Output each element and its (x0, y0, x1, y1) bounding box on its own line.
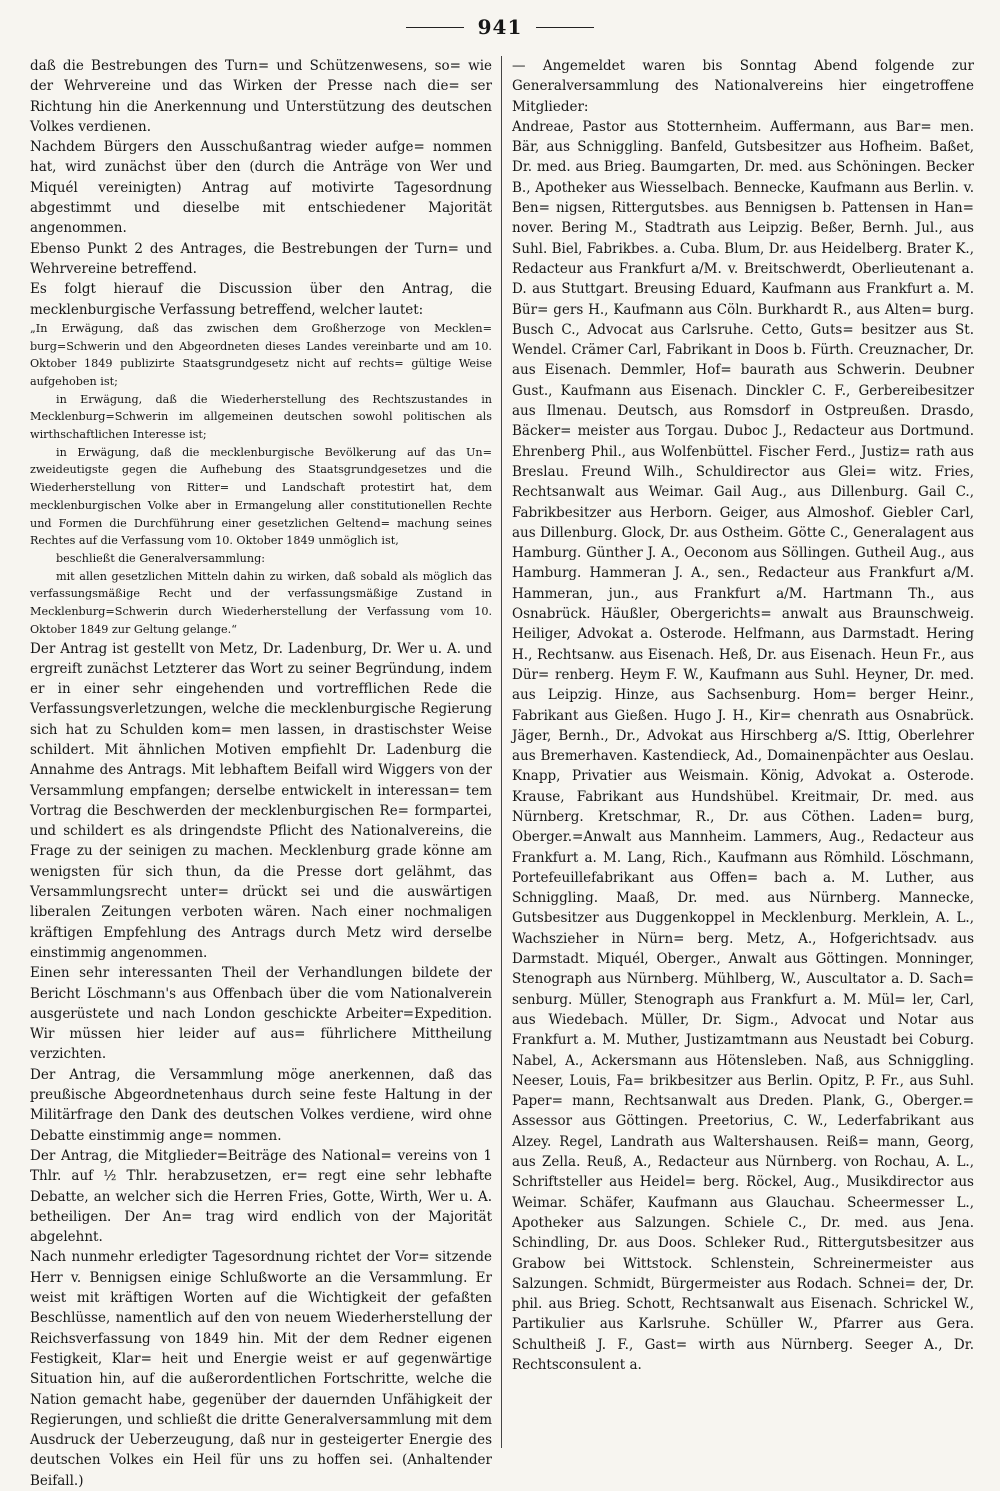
paragraph: Der Antrag, die Mitglieder=Beiträge des National= vereins von 1 Thlr. auf ½ Thlr. herabzusetzen, er= regt eine sehr lebhafte Debatte, an welcher sich die Herren Fries, Gotte, Wirth, Wer u. A. betheiligen. Der An= trag wird endlich von der Majorität abgelehnt. (30, 1147, 492, 1246)
paragraph: Nachdem Bürgers den Ausschußantrag wieder aufge= nommen hat, wird zunächst über den (durch die Anträge von Wer und Miquél vereinigten) Antrag auf motivirte Tagesordnung abgestimmt und dieselbe mit entschiedener Majorität angenommen. (30, 139, 492, 237)
column-divider (501, 56, 502, 1448)
quote-paragraph: „In Erwägung, daß das zwischen dem Großherzoge von Mecklen= burg=Schwerin und den Abgeordneten dieses Landes vereinbarte und am 10. Oktober 1849 publizirte Staatsgrundgesetz nicht auf rechts= gültige Weise aufgehoben ist; (30, 321, 492, 388)
header-rule-left (406, 27, 464, 28)
paragraph: Einen sehr interessanten Theil der Verhandlungen bildete der Bericht Löschmann's aus Offenbach über die vom Nationalverein ausgerüstete und nach London geschickte Arbeiter=Expedition. Wir müssen hier leider auf aus= führlichere Mittheilung verzichten. (30, 965, 492, 1063)
member-list: Andreae, Pastor aus Stotternheim. Auffermann, aus Bar= men. Bär, aus Schniggling. Banfeld, Gutsbesitzer aus Hofheim. Baßet, Dr. med. aus Brieg. Baumgarten, Dr. med. aus Schöningen. Becker B., Apotheker aus Wiesselbach. Bennecke, Kaufmann aus Berlin. v. Ben= nigsen, Rittergutsbes. aus Bennigsen b. Pattensen in Han= nover. Bering M., Stadtrath aus Leipzig. Beßer, Bernh. Jul., aus Suhl. Biel, Fabrikbes. a. Cuba. Blum, Dr. aus Heidelberg. Brater K., Redacteur aus Frankfurt a/M. v. Breitschwerdt, Oberlieutenant a. D. aus Stuttgart. Breusing Eduard, Kaufmann aus Frankfurt a. M. Bür= gers H., Kaufmann aus Cöln. Burkhardt R., aus Alten= burg. Busch C., Advocat aus Carlsruhe. Cetto, Guts= besitzer aus St. Wendel. Crämer Carl, Fabrikant in Doos b. Fürth. Creuznacher, Dr. aus Eisenach. Demmler, Hof= baurath aus Schwerin. Deubner Gust., Kaufmann aus Eisenach. Dinckler C. F., Gerbereibesitzer aus Ilmenau. Deutsch, aus Romsdorf in Ostpreußen. Drasdo, Bäcker= meister aus Torgau. Duboc J., Redacteur aus Dortmund. Ehrenberg Phil., aus Wolfenbüttel. Fischer Ferd., Justiz= rath aus Breslau. Freund Wilh., Schuldirector aus Glei= witz. Fries, Rechtsanwalt aus Weimar. Gail Aug., aus Dillenburg. Gail C., Fabrikbesitzer aus Herborn. Geiger, aus Almoshof. Giebler Carl, aus Dillenburg. Glock, Dr. aus Ostheim. Götte C., Generalagent aus Hamburg. Günther J. A., Oeconom aus Söllingen. Gutheil Aug., aus Hamburg. Hammeran J. A., sen., Redacteur aus Frankfurt a/M. Hammeran, jun., aus Frankfurt a/M. Hartmann Th., aus Osnabrück. Häußler, Obergerichts= anwalt aus Braunschweig. Heiliger, Advokat a. Osterode. Helfmann, aus Darmstadt. Hering H., Rechtsanw. aus Eisenach. Heß, Dr. aus Eisenach. Heun Fr., aus Dür= renberg. Heym F. W., Kaufmann aus Suhl. Heyner, Dr. med. aus Leipzig. Hinze, aus Sachsenburg. Hom= berger Heinr., Fabrikant aus Gießen. Hugo J. H., Kir= chenrath aus Osnabrück. Jäger, Bernh., Dr., Advokat aus Hirschberg a/S. Ittig, Oberlehrer aus Bremerhaven. Kastendieck, Ad., Domainenpächter aus Oeslau. Knapp, Privatier aus Weismain. König, Advokat a. Osterode. Krause, Fabrikant aus Hundshübel. Kreitmair, Dr. med. aus Nürnberg. Kretschmar, R., Dr. aus Cöthen. Laden= burg, Oberger.=Anwalt aus Mannheim. Lammers, Aug., Redacteur aus Frankfurt a. M. Lang, Rich., Kaufmann aus Römhild. Löschmann, Portefeuillefabrikant aus Offen= bach a. M. Luther, aus Schniggling. Maaß, Dr. med. aus Nürnberg. Mannecke, Gutsbesitzer aus Duggenkoppel in Mecklenburg. Merklein, A. L., Wachszieher in Nürn= berg. Metz, A., Hofgerichtsadv. aus Darmstadt. Miquél, Oberger., Anwalt aus Göttingen. Monninger, Stenograph aus Nürnberg. Mühlberg, W., Auscultator a. D. Sach= senburg. Müller, Stenograph aus Frankfurt a. M. Mül= ler, Carl, aus Wiedebach. Müller, Dr. Sigm., Advocat und Notar aus Frankfurt a. M. Muther, Justizamtmann aus Neustadt bei Coburg. Nabel, A., Ackersmann aus Hötensleben. Naß, aus Schniggling. Neeser, Louis, Fa= brikbesitzer aus Berlin. Opitz, P. Fr., aus Suhl. Paper= mann, Rechtsanwalt aus Dreden. Plank, G., Oberger.= Assessor aus Göttingen. Preetorius, C. W., Lederfabrikant aus Alzey. Regel, Landrath aus Waltershausen. Reiß= mann, Georg, aus Zella. Reuß, A., Redacteur aus Nürnberg. von Rochau, A. L., Schriftsteller aus Heidel= berg. Röckel, Aug., Musikdirector aus Weimar. Schäfer, Kaufmann aus Glauchau. Scheermesser L., Apotheker aus Salzungen. Schiele C., Dr. med. aus Jena. Schindling, Dr. aus Doos. Schleker Rud., Rittergutsbesitzer aus Grabow bei Wittstock. Schlenstein, Schreinermeister aus Salzungen. Schmidt, Bürgermeister aus Rodach. Schnei= der, Dr. phil. aus Brieg. Schott, Rechtsanwalt aus Eisenach. Schrickel W., Partikulier aus Karlsruhe. Schüller W., Pfarrer aus Gera. Schultheiß J. F., Gast= wirth aus Nürnberg. Seeger A., Dr. Rechtsconsulent a. (512, 118, 974, 1373)
quote-paragraph: beschließt die Generalversammlung: (56, 552, 266, 565)
paragraph: Der Antrag ist gestellt von Metz, Dr. Ladenburg, Dr. Wer u. A. und ergreift zunächst Letzterer das Wort zu seiner Begründung, indem er in einer sehr eingehenden und vortrefflichen Rede die Verfassungsverletzungen, welche die mecklenburgische Regierung sich hat zu Schulden kom= men lassen, in drastischster Weise schildert. Mit ähnlichen Motiven empfiehlt Dr. Ladenburg die Annahme des Antrags. Mit lebhaftem Beifall wird Wiggers von der Versammlung empfangen; derselbe entwickelt in interessan= tem Vortrag die Beschwerden der mecklenburgischen Re= formpartei, und schildert es als dringendste Pflicht des Nationalvereins, die Frage zu der seinigen zu machen. Mecklenburg grade könne am wenigsten für sich thun, da die Presse dort gelähmt, das Versammlungsrecht unter= drückt sei und die auswärtigen liberalen Zeitungen verboten wären. Nach einer nochmaligen kräftigen Empfehlung des Antrags durch Metz wird derselbe einstimmig angenommen. (30, 640, 492, 961)
quote-paragraph: in Erwägung, daß die mecklenburgische Bevölkerung auf das Un= zweideutigste gegen die Aufhebung des Staatsgrundgesetzes und die Wiederherstellung von Ritter= und Landschaft protestirt hat, dem mecklenburgischen Volke aber in Ermangelung aller constitutionellen Rechte und Formen die Durchführung einer gesetzlichen Geltend= machung seines Rechtes auf die Verfassung vom 10. Oktober 1849 unmöglich ist, (30, 445, 492, 548)
quote-paragraph: mit allen gesetzlichen Mitteln dahin zu wirken, daß sobald als möglich das verfassungsmäßige Recht und der verfassungsmäßige Zustand in Mecklenburg=Schwerin durch Wiederherstellung der Verfassung vom 10. Oktober 1849 zur Geltung gelange.“ (30, 569, 492, 636)
quoted-motion (30, 320, 492, 639)
right-column (512, 56, 974, 1456)
paragraph: Nach nunmehr erledigter Tagesordnung richtet der Vor= sitzende Herr v. Bennigsen einige Schlußworte an die Versammlung. Er weist mit kräftigen Worten auf die Wichtigkeit der gefaßten Beschlüsse, namentlich auf den von neuem Wiederherstellung der Reichsverfassung von 1849 hin. Mit der dem Redner eigenen Festigkeit, Klar= heit und Energie weist er auf gegenwärtige Situation hin, auf die außerordentlichen Fortschritte, welche die Nation gemacht habe, gegenüber der dauernden Unfähigkeit der Regierungen, und schließt die dritte Generalversammlung mit dem Ausdruck der Ueberzeugung, daß nur in gesteigerter Energie des deutschen Volkes ein Heil für uns zu hoffen sei. (Anhaltender Beifall.) (30, 1249, 492, 1489)
paragraph: Es folgt hierauf die Discussion über den Antrag, die mecklenburgische Verfassung betreffend, welcher lautet: (30, 281, 492, 318)
paragraph: daß die Bestrebungen des Turn= und Schützenwesens, so= wie der Wehrvereine und das Wirken der Presse nach die= ser Richtung hin die Anerkennung und Unterstützung des deutschen Volkes verdienen. (30, 58, 492, 135)
left-column (30, 56, 492, 1489)
member-list-intro: — Angemeldet waren bis Sonntag Abend folgende zur Generalversammlung des Nationalvereins hier eingetroffene Mitglieder: (512, 58, 974, 115)
page-header (0, 12, 1000, 42)
paragraph: Ebenso Punkt 2 des Antrages, die Bestrebungen der Turn= und Wehrvereine betreffend. (30, 240, 492, 277)
paragraph: Der Antrag, die Versammlung möge anerkennen, daß das preußische Abgeordnetenhaus durch seine feste Haltung in der Militärfrage den Dank des deutschen Volkes verdiene, wird ohne Debatte einstimmig ange= nommen. (30, 1066, 492, 1144)
page-number: 941 (477, 15, 523, 39)
header-rule-right (536, 27, 594, 28)
quote-paragraph: in Erwägung, daß die Wiederherstellung des Rechtszustandes in Mecklenburg=Schwerin im allgemeinen deutschen sowohl politischen als wirthschaftlichen Interesse ist; (30, 392, 492, 442)
